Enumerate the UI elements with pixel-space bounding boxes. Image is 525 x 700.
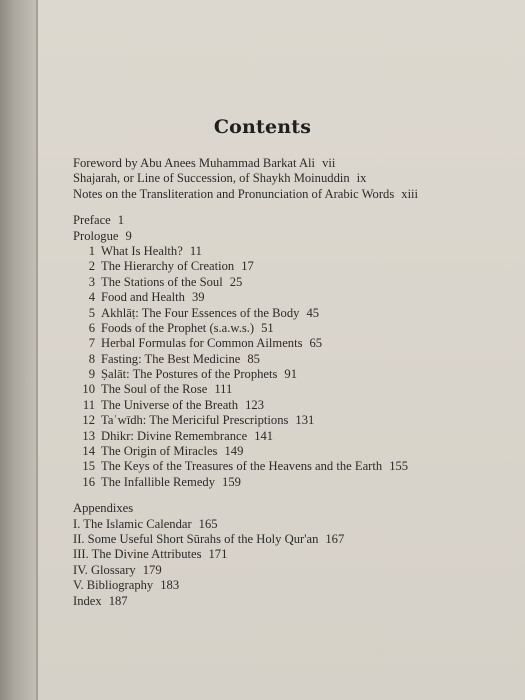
spacer	[73, 490, 513, 501]
chapter-title: Food and Health	[101, 290, 185, 305]
chapter-page: 141	[254, 428, 274, 443]
chapter-page: 111	[214, 382, 233, 397]
toc-chapter	[73, 244, 513, 259]
appendix-page: 183	[160, 578, 180, 593]
chapter-title: The Hierarchy of Creation	[101, 259, 235, 274]
toc-entry-index	[73, 594, 513, 609]
entry-page: xiii	[401, 186, 419, 201]
toc-chapter	[73, 459, 513, 474]
entry-title: Foreword by Abu Anees Muhammad Barkat Ali	[73, 156, 316, 170]
appendix-page: 165	[198, 516, 218, 531]
entry-page: 1	[117, 213, 125, 228]
chapter-number: 3	[88, 274, 95, 289]
chapter-number: 16	[82, 474, 95, 489]
appendix-title: I. The Islamic Calendar	[73, 516, 192, 531]
chapter-number: 1	[88, 243, 95, 258]
entry-title: Shajarah, or Line of Succession, of Shaykh Moinuddin	[73, 171, 350, 186]
chapter-title: The Origin of Miracles	[101, 444, 218, 459]
toc-chapter	[73, 321, 513, 336]
chapter-page: 51	[261, 320, 274, 335]
chapter-number: 7	[88, 336, 95, 351]
appendix-page: 179	[142, 562, 162, 577]
toc-chapter	[73, 336, 513, 351]
entry-page: vii	[322, 156, 336, 170]
chapter-number: 6	[88, 320, 95, 335]
page-title: Contents	[213, 116, 312, 138]
chapter-page: 45	[306, 305, 320, 320]
chapter-title: The Infallible Remedy	[101, 474, 216, 489]
chapter-number: 8	[88, 351, 95, 366]
chapter-number: 15	[82, 459, 95, 474]
toc-chapter	[73, 398, 513, 413]
entry-title: Prologue	[73, 228, 119, 243]
chapter-page: 131	[295, 413, 315, 428]
toc-chapter	[73, 429, 513, 444]
entry-page: 187	[108, 593, 128, 608]
chapter-title: Ṣalāt: The Postures of the Prophets	[101, 367, 278, 382]
chapter-title: Foods of the Prophet (s.a.w.s.)	[101, 320, 255, 335]
chapter-number: 4	[88, 290, 95, 305]
toc-chapter	[73, 352, 513, 367]
chapter-title: Herbal Formulas for Common Ailments	[101, 336, 303, 351]
chapter-number: 5	[88, 305, 95, 320]
chapter-page: 91	[284, 367, 298, 382]
chapter-title: The Soul of the Rose	[101, 382, 208, 397]
spacer	[73, 202, 513, 213]
toc-appendix	[73, 532, 513, 547]
appendix-title: III. The Divine Attributes	[73, 547, 202, 562]
chapter-page: 65	[309, 336, 323, 351]
chapter-page: 25	[229, 274, 243, 289]
chapter-page: 11	[189, 243, 202, 258]
chapter-title: The Keys of the Treasures of the Heavens and the Earth	[101, 459, 383, 474]
toc-chapter	[73, 306, 513, 321]
chapter-page: 149	[224, 444, 244, 459]
toc-entry-foreword	[73, 156, 513, 171]
table-of-contents	[73, 156, 513, 609]
chapter-title: Akhlāṭ: The Four Essences of the Body	[101, 305, 300, 320]
toc-entry-preface	[73, 213, 513, 228]
toc-entry-prologue	[73, 229, 513, 244]
appendix-title: IV. Glossary	[73, 562, 136, 577]
toc-appendix	[73, 578, 513, 593]
entry-title: Preface	[73, 213, 111, 228]
section-heading: Appendixes	[73, 501, 134, 516]
toc-chapter	[73, 259, 513, 274]
toc-entry-notes	[73, 187, 513, 202]
toc-entry-shajarah	[73, 171, 513, 186]
toc-chapter	[73, 275, 513, 290]
entry-title: Notes on the Transliteration and Pronunciation of Arabic Words	[73, 186, 395, 201]
chapter-number: 9	[88, 367, 95, 382]
chapter-number: 12	[82, 413, 95, 428]
chapter-page: 155	[389, 459, 409, 474]
chapter-number: 2	[88, 259, 95, 274]
chapter-title: Dhikr: Divine Remembrance	[101, 428, 248, 443]
entry-title: Index	[73, 593, 102, 608]
toc-chapter	[73, 413, 513, 428]
chapter-page: 123	[245, 397, 264, 412]
appendix-title: II. Some Useful Short Sūrahs of the Holy Qur'an	[73, 531, 319, 546]
toc-appendixes-heading	[73, 501, 513, 516]
toc-chapter	[73, 290, 513, 305]
appendix-title: V. Bibliography	[73, 578, 154, 593]
toc-chapter	[73, 475, 513, 490]
chapter-title: The Stations of the Soul	[101, 274, 223, 289]
entry-page: 9	[125, 228, 132, 243]
chapter-number: 13	[82, 428, 95, 443]
chapter-title: Taʿwīdh: The Mericiful Prescriptions	[101, 413, 289, 428]
appendix-page: 171	[208, 547, 228, 562]
chapter-page: 39	[191, 290, 205, 305]
entry-page: ix	[356, 171, 367, 186]
book-gutter-shadow	[0, 0, 36, 700]
chapter-title: The Universe of the Breath	[101, 397, 239, 412]
chapter-page: 17	[241, 259, 254, 274]
chapter-number: 11	[82, 397, 95, 412]
toc-appendix	[73, 547, 513, 562]
chapter-number: 14	[82, 444, 95, 459]
chapter-title: What Is Health?	[101, 243, 183, 258]
toc-chapter	[73, 382, 513, 397]
toc-chapter	[73, 444, 513, 459]
toc-appendix	[73, 517, 513, 532]
chapter-page: 159	[222, 474, 241, 489]
appendix-page: 167	[325, 531, 345, 546]
toc-appendix	[73, 563, 513, 578]
chapter-page: 85	[247, 351, 260, 366]
chapter-number: 10	[82, 382, 95, 397]
chapter-title: Fasting: The Best Medicine	[101, 351, 241, 366]
toc-chapter	[73, 367, 513, 382]
